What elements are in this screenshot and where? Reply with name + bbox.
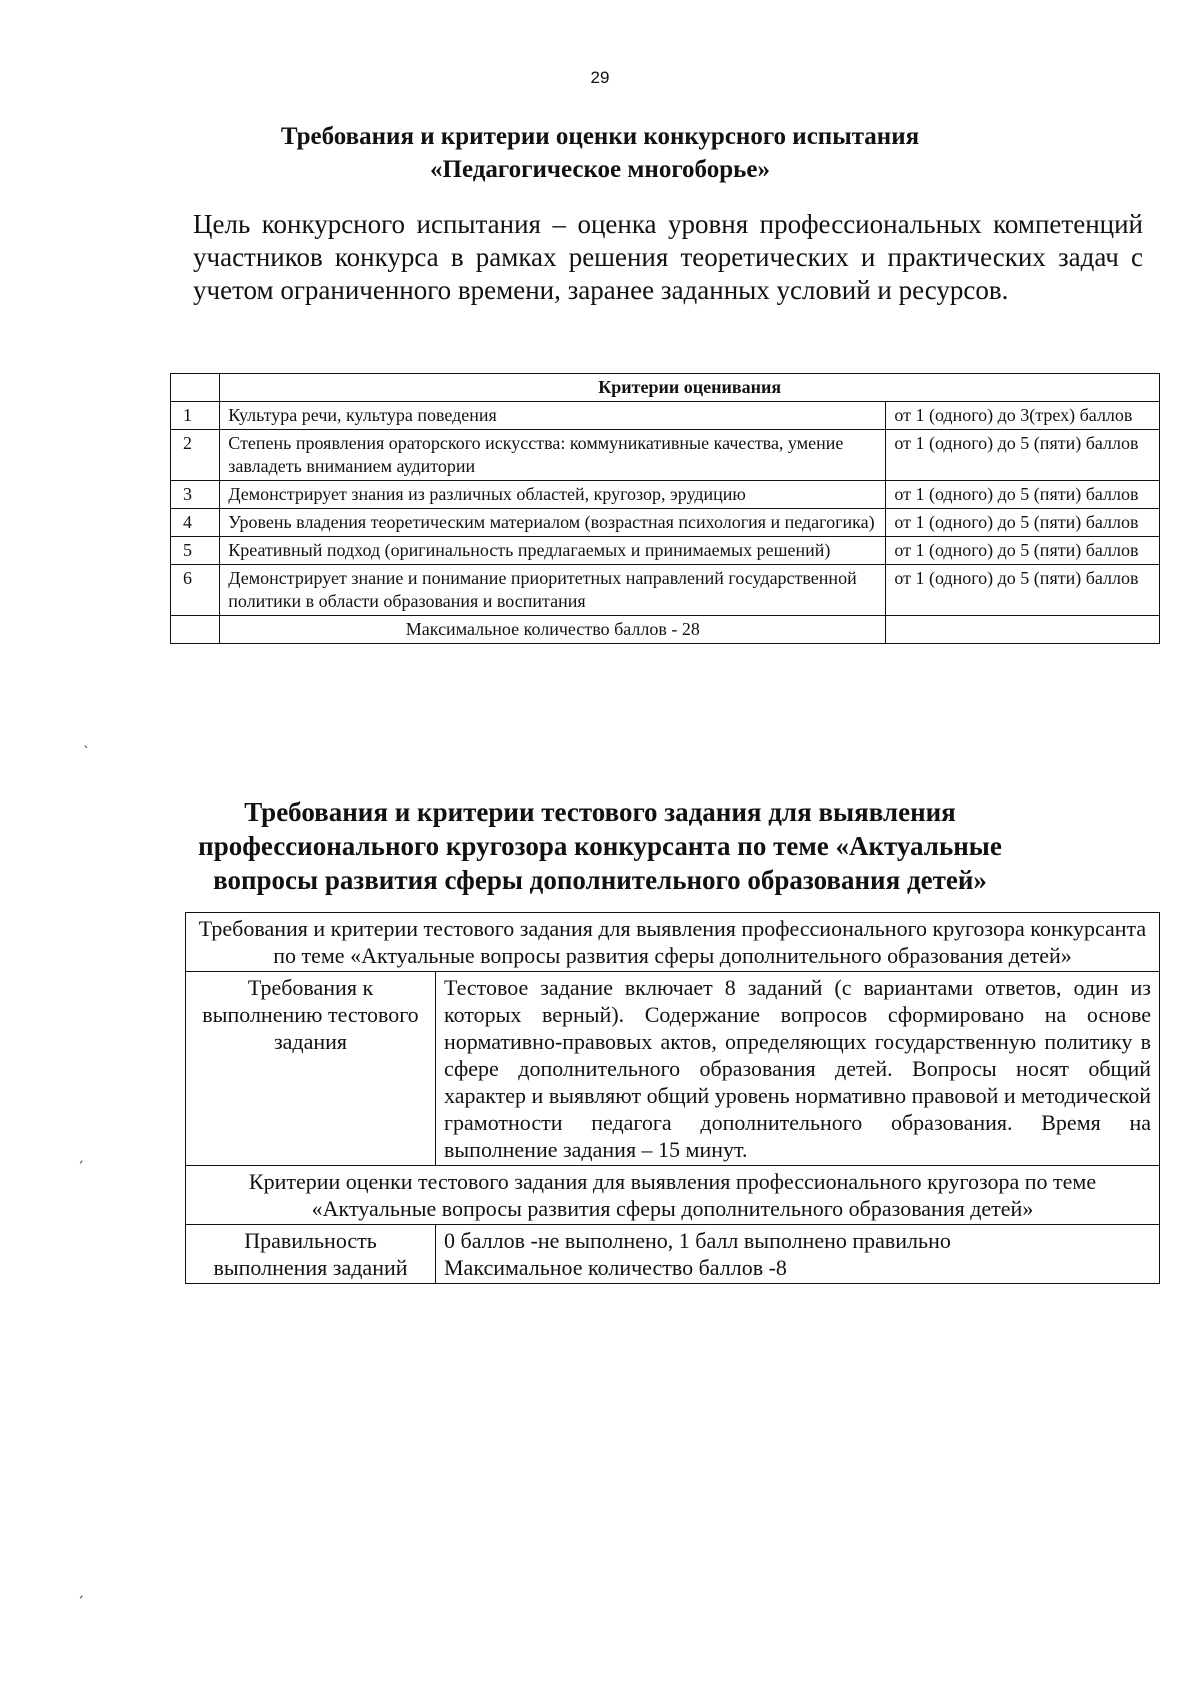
row-score: от 1 (одного) до 5 (пяти) баллов [886,509,1160,537]
row-score: от 1 (одного) до 5 (пяти) баллов [886,481,1160,509]
row-number: 1 [171,402,220,430]
correctness-line1: 0 баллов -не выполнено, 1 балл выполнено правильно [444,1228,951,1253]
row-score: от 1 (одного) до 5 (пяти) баллов [886,537,1160,565]
criteria-header-empty-cell [171,374,220,402]
correctness-label: Правильность выполнения заданий [186,1225,436,1284]
table-row [171,481,1160,509]
section1-title-line1: Требования и критерии оценки конкурсного испытания [280,123,920,150]
test-task-table [185,912,1160,1284]
test-correctness-row [186,1225,1160,1284]
criteria-total: Максимальное количество баллов - 28 [220,616,886,644]
scan-mark: ˏ [77,1148,84,1164]
page-number: 29 [590,68,610,87]
test-table-header-row [186,913,1160,972]
row-criterion: Демонстрирует знание и понимание приоритетных направлений государственной политики в области образования и воспитания [220,565,886,616]
requirements-label: Требования к выполнению тестового задания [186,972,436,1166]
row-criterion: Уровень владения теоретическим материалом (возрастная психология и педагогика) [220,509,886,537]
criteria-table [170,373,1160,644]
row-criterion: Демонстрирует знания из различных областей, кругозор, эрудицию [220,481,886,509]
row-number: 4 [171,509,220,537]
section1-title-line2: «Педагогическое многоборье» [430,156,770,183]
total-score-empty-cell [886,616,1160,644]
criteria-total-row [171,616,1160,644]
test-requirements-row [186,972,1160,1166]
table-row [171,509,1160,537]
scan-mark: ˏ [77,1583,84,1599]
correctness-text [436,1225,1160,1284]
section2-title-line2: профессионального кругозора конкурсанта по теме «Актуальные [198,831,1002,861]
row-score: от 1 (одного) до 5 (пяти) баллов [886,565,1160,616]
row-criterion: Степень проявления ораторского искусства: коммуникативные качества, умение завладеть вниманием аудитории [220,430,886,481]
row-score: от 1 (одного) до 3(трех) баллов [886,402,1160,430]
criteria-table-header: Критерии оценивания [220,374,1160,402]
table-row [171,565,1160,616]
section2-title-line3: вопросы развития сферы дополнительного образования детей» [213,865,987,895]
row-criterion: Креативный подход (оригинальность предлагаемых и принимаемых решений) [220,537,886,565]
row-number: 6 [171,565,220,616]
row-number: 3 [171,481,220,509]
correctness-line2: Максимальное количество баллов -8 [444,1255,787,1280]
section2-title-line1: Требования и критерии тестового задания для выявления [244,797,956,827]
requirements-text: Тестовое задание включает 8 заданий (с вариантами ответов, один из которых верный). Содержание вопросов сформировано на основе нормативно-правовых актов, определяющих государственную политику в сфере дополнительного образования детей. Вопросы носят общий характер и выявляют общий уровень нормативно правовой и методической грамотности педагога дополнительного образования. Время на выполнение задания – 15 минут. [436,972,1160,1166]
criteria-table-header-row [171,374,1160,402]
test-criteria-header-row [186,1166,1160,1225]
section2-title [0,795,1200,897]
table-row [171,430,1160,481]
table-row [171,537,1160,565]
section1-title [0,120,1200,186]
row-number: 5 [171,537,220,565]
row-score: от 1 (одного) до 5 (пяти) баллов [886,430,1160,481]
section1-intro: Цель конкурсного испытания – оценка уровня профессиональных компетенций участников конкурса в рамках решения теоретических и практических задач с учетом ограниченного времени, заранее заданных условий и ресурсов. [193,209,1143,305]
criteria-header: Критерии оценки тестового задания для выявления профессионального кругозора по теме «Актуальные вопросы развития сферы дополнительного образования детей» [186,1166,1160,1225]
row-number: 2 [171,430,220,481]
row-criterion: Культура речи, культура поведения [220,402,886,430]
scan-mark: ˋ [83,745,90,761]
test-table-header: Требования и критерии тестового задания для выявления профессионального кругозора конкурсанта по теме «Актуальные вопросы развития сферы дополнительного образования детей» [186,913,1160,972]
total-empty-cell [171,616,220,644]
table-row [171,402,1160,430]
